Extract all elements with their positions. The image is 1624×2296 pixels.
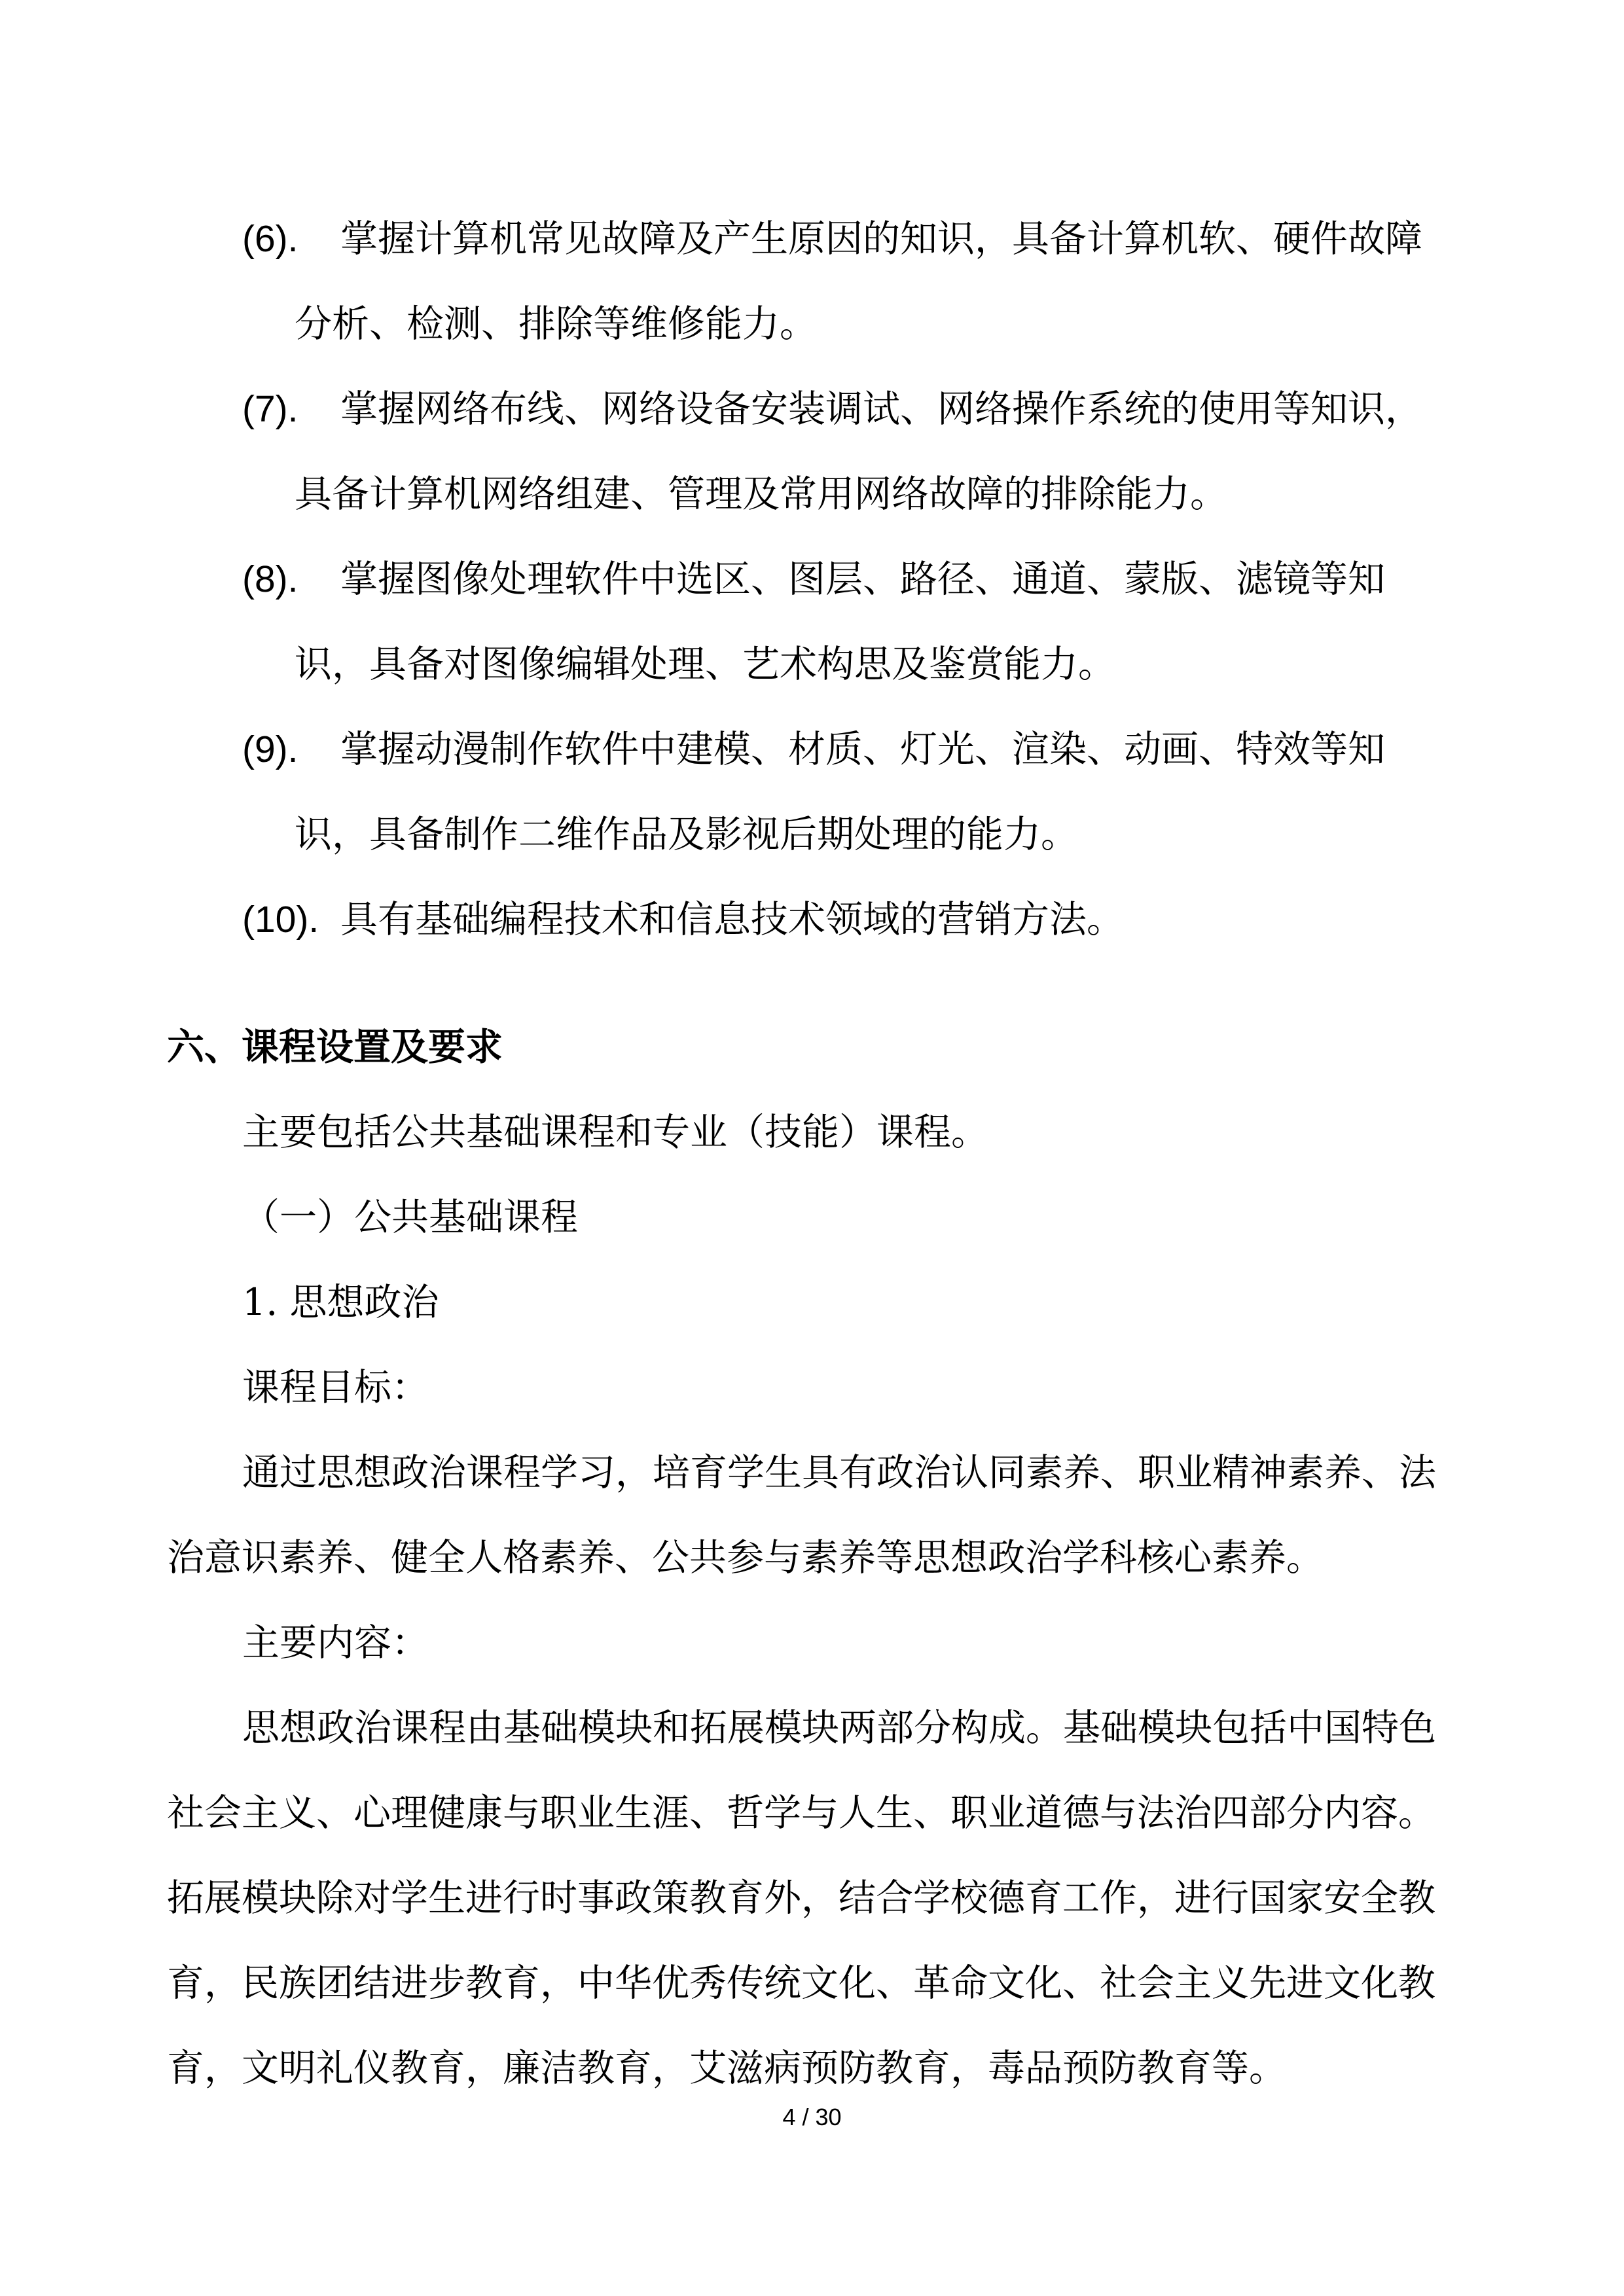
list-item-text: 掌握计算机常见故障及产生原因的知识，具备计算机软、硬件故障 <box>340 217 1422 260</box>
content-paragraph-line: 育，文明礼仪教育，廉洁教育，艾滋病预防教育，毒品预防教育等。 <box>167 2047 1286 2090</box>
list-item-number: (8). <box>242 558 298 600</box>
list-item-text-continued: 具备计算机网络组建、管理及常用网络故障的排除能力。 <box>295 473 1227 516</box>
list-item-text-continued: 识，具备对图像编辑处理、艺术构思及鉴赏能力。 <box>295 643 1115 686</box>
list-item-text-continued: 分析、检测、排除等维修能力。 <box>295 302 817 346</box>
list-item-text-continued: 识，具备制作二维作品及影视后期处理的能力。 <box>295 813 1078 856</box>
list-item-number: (10). <box>242 899 319 941</box>
list-item-number: (7). <box>242 388 298 430</box>
list-item-number: (6). <box>242 218 298 260</box>
content-paragraph-line: 社会主义、心理健康与职业生涯、哲学与人生、职业道德与法治四部分内容。 <box>167 1791 1435 1835</box>
goal-paragraph-line: 治意识素养、健全人格素养、公共参与素养等思想政治学科核心素养。 <box>167 1536 1324 1579</box>
list-item-text: 掌握动漫制作软件中建模、材质、灯光、渲染、动画、特效等知 <box>340 728 1385 771</box>
content-label: 主要内容： <box>242 1621 429 1664</box>
page-number: 4 / 30 <box>782 2104 842 2130</box>
goal-label: 课程目标： <box>242 1366 429 1409</box>
course-title: 1. 思想政治 <box>242 1281 439 1324</box>
content-paragraph-line: 拓展模块除对学生进行时事政策教育外，结合学校德育工作，进行国家安全教 <box>167 1876 1435 1920</box>
content-paragraph-line: 育，民族团结进步教育，中华优秀传统文化、革命文化、社会主义先进文化教 <box>167 1962 1435 2005</box>
list-item-text: 掌握图像处理软件中选区、图层、路径、通道、蒙版、滤镜等知 <box>340 558 1385 601</box>
subsection-heading: （一）公共基础课程 <box>242 1196 578 1239</box>
content-paragraph-line: 思想政治课程由基础模块和拓展模块两部分构成。基础模块包括中国特色 <box>242 1706 1436 1749</box>
list-item-text: 具有基础编程技术和信息技术领域的营销方法。 <box>340 898 1124 941</box>
list-item-number: (9). <box>242 728 298 770</box>
goal-paragraph-line: 通过思想政治课程学习，培育学生具有政治认同素养、职业精神素养、法 <box>242 1451 1436 1494</box>
intro-paragraph: 主要包括公共基础课程和专业（技能）课程。 <box>242 1111 988 1154</box>
list-item-text: 掌握网络布线、网络设备安装调试、网络操作系统的使用等知识， <box>340 387 1422 431</box>
section-heading: 六、课程设置及要求 <box>167 1026 503 1069</box>
